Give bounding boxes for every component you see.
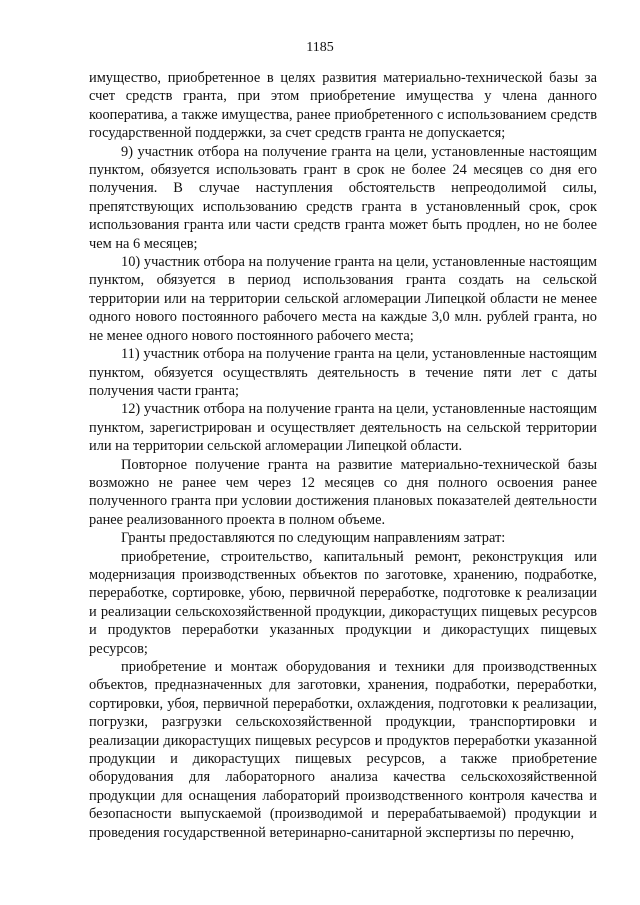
paragraph-item-12: 12) участник отбора на получение гранта на цели, установленные настоящим пунктом, зарегистрирован и осуществляет деятельность на сельской территории или на территории сельской агломерации Липецкой области. — [89, 401, 597, 455]
paragraph-expense-equipment: приобретение и монтаж оборудования и техники для производственных объектов, предназначенных для заготовки, хранения, подработки, переработки, сортировки, убоя, первичной переработки, охлаждения, подготовки к реализации, погрузки, разгрузки сельскохозяйственной продукции, транспортировки и реализации дикорастущих пищевых ресурсов и продуктов переработки указанной продукции и дикорастущих пищевых ресурсов, а также приобретение оборудования для лабораторного анализа качества сельскохозяйственной продукции для оснащения лабораторий производственного контроля качества и безопасности выпускаемой (производимой и перерабатываемой) продукции и проведения государственной ветеринарно-санитарной экспертизы по перечню, — [89, 659, 597, 841]
paragraph-expense-directions: Гранты предоставляются по следующим направлениям затрат: — [121, 530, 506, 547]
page-number: 1185 — [306, 40, 334, 55]
paragraph-continuation: имущество, приобретенное в целях развития материально-технической базы за счет средств гранта, при этом приобретение имущества у члена данного кооператива, а также имущества, ранее приобретенного с использованием средств государственной поддержки, за счет средств гранта не допускается; — [89, 70, 597, 142]
paragraph-repeat-grant: Повторное получение гранта на развитие материально-технической базы возможно не ранее чем через 12 месяцев со дня полного освоения ранее полученного гранта при условии достижения плановых показателей деятельности ранее реализованного проекта в полном объеме. — [89, 456, 597, 528]
document-body — [89, 69, 597, 842]
paragraph-expense-construction: приобретение, строительство, капитальный ремонт, реконструкция или модернизация производственных объектов по заготовке, хранению, подработке, переработке, сортировке, убою, первичной переработке, подготовке к реализации и реализации сельскохозяйственной продукции, дикорастущих пищевых ресурсов и продуктов переработки указанных продукции и дикорастущих пищевых ресурсов; — [89, 548, 597, 657]
paragraph-item-10: 10) участник отбора на получение гранта на цели, установленные настоящим пунктом, обязуется в период использования гранта создать на сельской территории или на территории сельской агломерации Липецкой области не менее одного нового постоянного рабочего места на каждые 3,0 млн. рублей гранта, но не менее одного нового постоянного рабочего места; — [89, 254, 597, 344]
paragraph-item-9: 9) участник отбора на получение гранта на цели, установленные настоящим пунктом, обязуется использовать грант в срок не более 24 месяцев со дня его получения. В случае наступления обстоятельств непреодолимой силы, препятствующих использованию средств гранта в установленный срок, срок использования гранта или части средств гранта может быть продлен, но не более чем на 6 месяцев; — [89, 143, 597, 252]
paragraph-item-11: 11) участник отбора на получение гранта на цели, установленные настоящим пунктом, обязуется осуществлять деятельность в течение пяти лет с даты получения части гранта; — [89, 346, 597, 399]
